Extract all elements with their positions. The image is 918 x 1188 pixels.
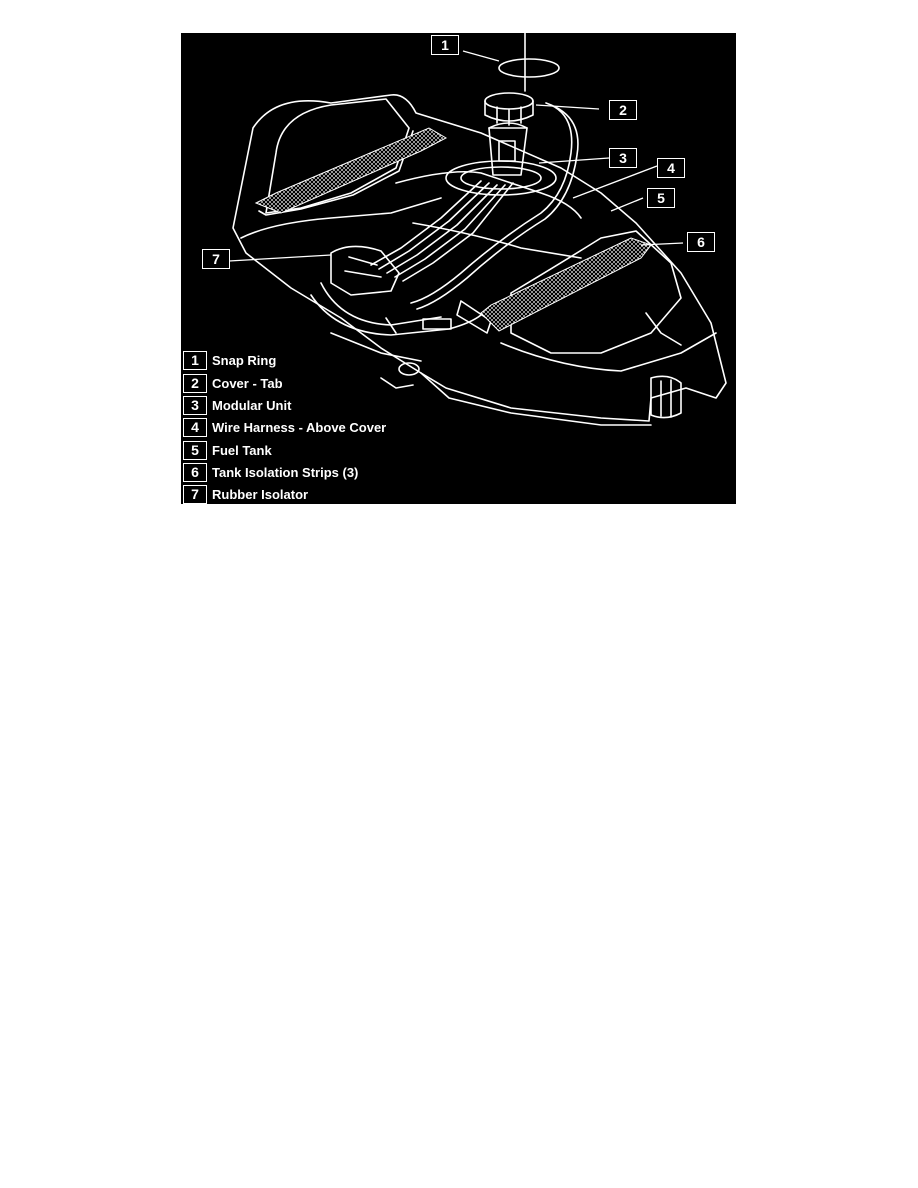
callout-3: 3 xyxy=(609,148,637,168)
legend-number: 1 xyxy=(183,351,207,370)
callout-6: 6 xyxy=(687,232,715,252)
callout-4: 4 xyxy=(657,158,685,178)
legend-item-4 xyxy=(183,418,443,438)
callout-1: 1 xyxy=(431,35,459,55)
fuel-tank-diagram xyxy=(181,33,736,504)
legend-label: Tank Isolation Strips (3) xyxy=(212,465,359,480)
legend-item-5 xyxy=(183,441,443,461)
legend-number: 3 xyxy=(183,396,207,415)
legend-item-2 xyxy=(183,374,443,394)
legend-number: 6 xyxy=(183,463,207,482)
legend-label: Wire Harness - Above Cover xyxy=(212,420,387,435)
callout-2: 2 xyxy=(609,100,637,120)
legend-label: Rubber Isolator xyxy=(212,487,309,502)
legend-label: Snap Ring xyxy=(212,353,277,368)
isolation-strip-rear xyxy=(256,128,446,213)
legend-number: 2 xyxy=(183,374,207,393)
callout-5: 5 xyxy=(647,188,675,208)
legend-item-1 xyxy=(183,351,443,371)
legend-item-3 xyxy=(183,396,443,416)
legend-label: Modular Unit xyxy=(212,398,292,413)
callout-7: 7 xyxy=(202,249,230,269)
isolation-strip-front xyxy=(481,238,651,331)
legend-label: Cover - Tab xyxy=(212,376,283,391)
legend-item-6 xyxy=(183,463,443,483)
legend-number: 7 xyxy=(183,485,207,504)
legend-label: Fuel Tank xyxy=(212,443,272,458)
legend-item-7 xyxy=(183,485,443,504)
legend-number: 5 xyxy=(183,441,207,460)
legend-number: 4 xyxy=(183,418,207,437)
